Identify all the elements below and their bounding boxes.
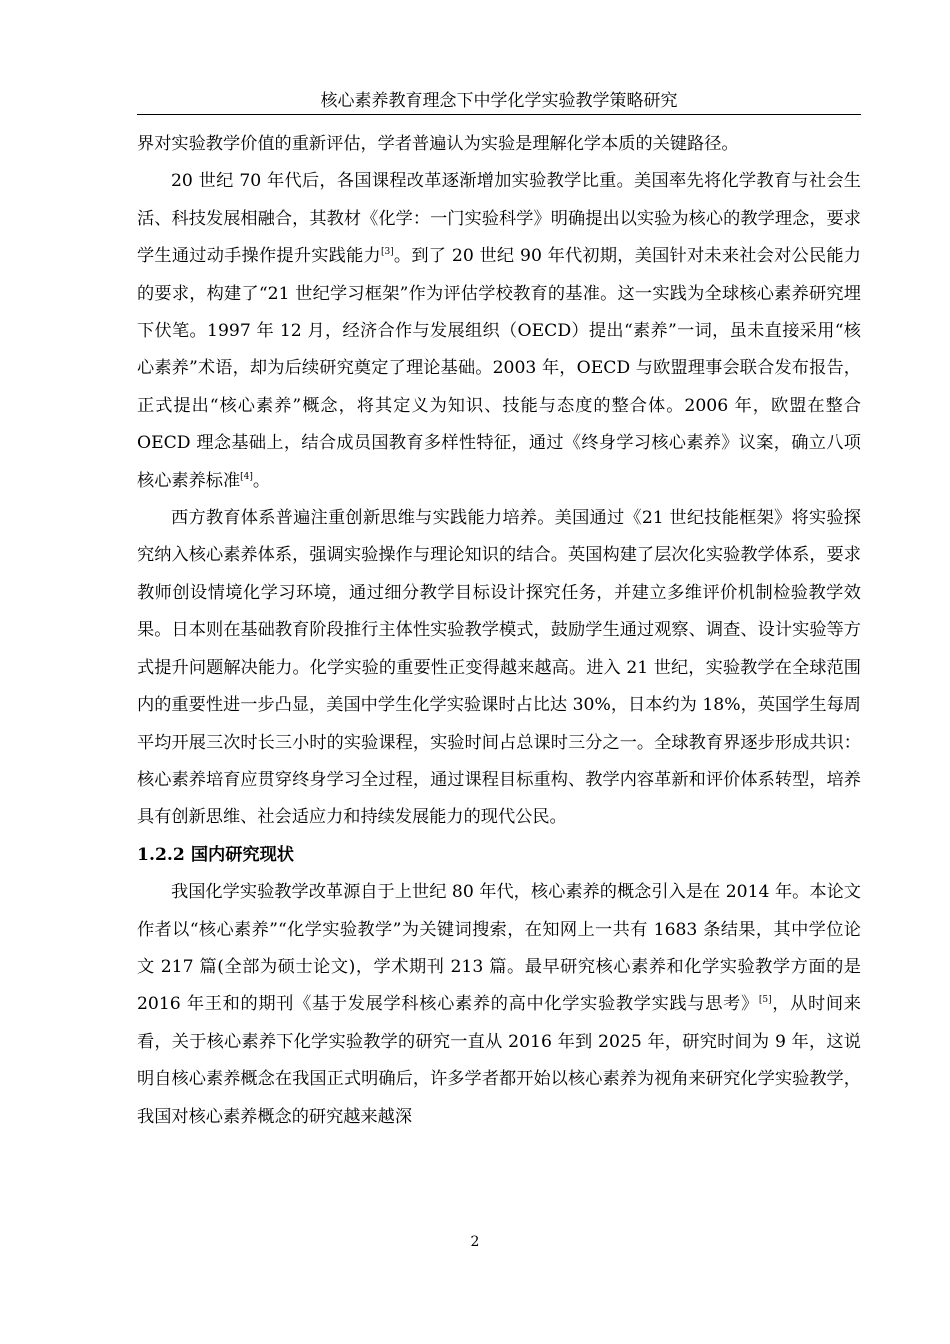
body-text — [137, 126, 867, 1136]
paragraph-history — [137, 163, 867, 500]
paragraph-continued: 界对实验教学价值的重新评估，学者普遍认为实验是理解化学本质的关键路径。 — [137, 134, 739, 154]
running-header: 核心素养教育理念下中学化学实验教学策略研究 — [320, 91, 678, 111]
page-number: 2 — [470, 1234, 480, 1250]
paragraph-domestic — [137, 874, 867, 1136]
citation-ref: [5] — [758, 995, 772, 1006]
citation-ref: [4] — [240, 471, 253, 482]
paragraph-text: 20 世纪 70 年代后，各国课程改革逐渐增加实验教学比重。美国率先将化学教育与社会生活、科技发展相融合，其教材《化学：一门实验科学》明确提出以实验为核心的教学理念，要求学生通过动手操作提升实践能力 — [137, 171, 861, 267]
header-divider — [137, 114, 861, 115]
paragraph-text: 。 — [252, 470, 271, 491]
paragraph-text: 我国化学实验教学改革源自于上世纪 80 年代，核心素养的概念引入是在 2014 年。本论文作者以“核心素养”“化学实验教学”为关键词搜索，在知网上一共有 1683 条结果，其中学位论文 217 篇(全部为硕士论文)，学术期刊 213 篇。最早研究核心素养和化学实验教学方面的是 2016 年王和的期刊《基于发展学科核心素养的高中化学实验教学实践与思考》 — [137, 882, 867, 1015]
paragraph-text: ，从时间来看，关于核心素养下化学实验教学的研究一直从 2016 年到 2025 年，研究时间为 9 年，这说明自核心素养概念在我国正式明确后，许多学者都开始以核心素养为视角来研究化学实验教学，我国对核心素养概念的研究越来越深 — [137, 994, 861, 1127]
section-heading: 1.2.2 国内研究现状 — [137, 844, 294, 865]
paragraph-text: 。到了 20 世纪 90 年代初期，美国针对未来社会对公民能力的要求，构建了“21 世纪学习框架”作为评估学校教育的基准。这一实践为全球核心素养研究埋下伏笔。1997 年 12 月，经济合作与发展组织（OECD）提出“素养”一词，虽未直接采用“核心素养”术语，却为后续研究奠定了理论基础。2003 年，OECD 与欧盟理事会联合发布报告，正式提出“核心素养”概念，将其定义为知识、技能与态度的整合体。2006 年，欧盟在整合 OECD 理念基础上，结合成员国教育多样性特征，通过《终身学习核心素养》议案，确立八项核心素养标准 — [137, 246, 867, 491]
citation-ref: [3] — [380, 247, 394, 258]
paragraph-western: 西方教育体系普遍注重创新思维与实践能力培养。美国通过《21 世纪技能框架》将实验探究纳入核心素养体系，强调实验操作与理论知识的结合。英国构建了层次化实验教学体系，要求教师创设情境化学习环境，通过细分教学目标设计探究任务，并建立多维评价机制检验教学效果。日本则在基础教育阶段推行主体性实验教学模式，鼓励学生通过观察、调查、设计实验等方式提升问题解决能力。化学实验的重要性正变得越来越高。进入 21 世纪，实验教学在全球范围内的重要性进一步凸显，美国中学生化学实验课时占比达 30%，日本约为 18%，英国学生每周平均开展三次时长三小时的实验课程，实验时间占总课时三分之一。全球教育界逐步形成共识：核心素养培育应贯穿终身学习全过程，通过课程目标重构、教学内容革新和评价体系转型，培养具有创新思维、社会适应力和持续发展能力的现代公民。 — [137, 508, 861, 828]
